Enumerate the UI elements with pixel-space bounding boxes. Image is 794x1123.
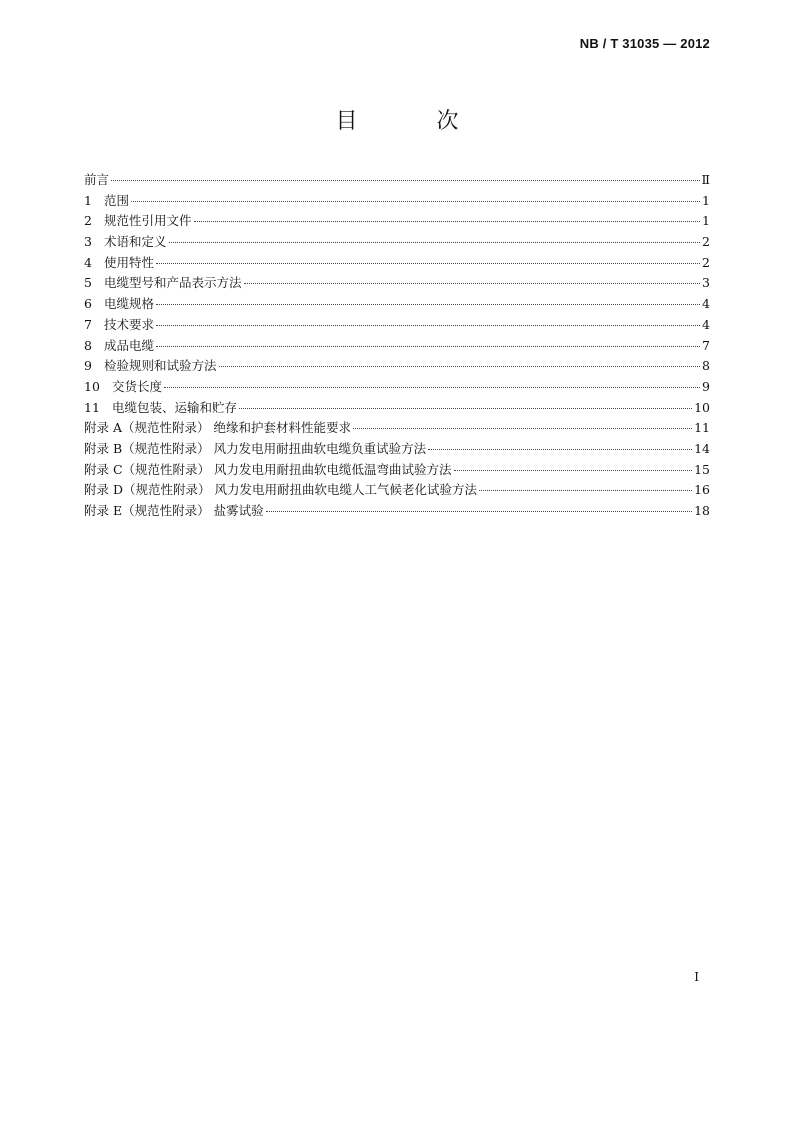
- toc-entry-page: 1: [702, 213, 710, 229]
- toc-entry-text: 技术要求: [104, 316, 155, 332]
- toc-leader-dots: [428, 448, 692, 450]
- document-code: NB / T 31035 — 2012: [579, 36, 710, 51]
- toc-entry-page: 3: [702, 275, 710, 291]
- toc-entry-text: 附录 E（规范性附录） 盐雾试验: [84, 503, 264, 518]
- toc-entry-page: 8: [702, 358, 710, 374]
- toc-entry-page: 9: [702, 378, 710, 394]
- toc-leader-dots: [479, 489, 692, 491]
- toc-entry-appendix-c[interactable]: [84, 460, 710, 481]
- toc-entry-page: 15: [694, 461, 710, 477]
- toc-leader-dots: [244, 282, 701, 284]
- toc-leader-dots: [164, 386, 700, 388]
- toc-entry-number: 8: [84, 337, 92, 353]
- toc-entry-page: 18: [694, 503, 710, 518]
- toc-entry-page: 14: [694, 440, 710, 456]
- toc-entry-preface[interactable]: [84, 170, 710, 191]
- toc-entry-number: 6: [84, 296, 92, 312]
- toc-entry-number: 10: [84, 378, 100, 394]
- toc-entry-number: 7: [84, 316, 92, 332]
- toc-entry-page: 7: [702, 337, 710, 353]
- toc-entry-text: 使用特性: [104, 254, 155, 270]
- toc-entry-text: 附录 C（规范性附录） 风力发电用耐扭曲软电缆低温弯曲试验方法: [84, 461, 452, 477]
- toc-entry-page: 2: [702, 234, 710, 250]
- toc-entry-page: 4: [702, 316, 710, 332]
- toc-leader-dots: [169, 241, 701, 243]
- toc-entry-text: 电缆规格: [104, 296, 155, 312]
- toc-entry-number: 3: [84, 234, 92, 250]
- toc-entry-page: 16: [694, 482, 710, 498]
- toc-entry-6[interactable]: [84, 294, 710, 315]
- toc-entry-appendix-e[interactable]: [84, 501, 710, 522]
- toc-entry-1[interactable]: [84, 191, 710, 212]
- toc-leader-dots: [131, 200, 700, 202]
- toc-entry-number: 2: [84, 213, 92, 229]
- toc-entry-text: 附录 B（规范性附录） 风力发电用耐扭曲软电缆负重试验方法: [84, 440, 427, 456]
- toc-entry-9[interactable]: [84, 356, 710, 377]
- toc-entry-text: 交货长度: [112, 378, 163, 394]
- toc-leader-dots: [156, 262, 700, 264]
- toc-entry-appendix-b[interactable]: [84, 439, 710, 460]
- toc-leader-dots: [194, 220, 701, 222]
- toc-entry-page: 1: [702, 192, 710, 208]
- toc-leader-dots: [156, 324, 700, 326]
- toc-leader-dots: [156, 303, 700, 305]
- toc-leader-dots: [454, 469, 693, 471]
- toc-entry-number: 9: [84, 358, 92, 374]
- page-number: I: [694, 970, 699, 984]
- toc-entry-page: Ⅱ: [701, 172, 710, 187]
- toc-entry-appendix-a[interactable]: [84, 418, 710, 439]
- toc-entry-number: 5: [84, 275, 92, 291]
- toc-entry-text: 规范性引用文件: [104, 213, 192, 229]
- toc-entry-page: 11: [694, 420, 710, 436]
- toc-entry-5[interactable]: [84, 273, 710, 294]
- toc-leader-dots: [156, 345, 700, 347]
- toc-entry-text: 附录 A（规范性附录） 绝缘和护套材料性能要求: [84, 420, 351, 436]
- toc-entry-page: 4: [702, 296, 710, 312]
- toc-entry-text: 术语和定义: [104, 234, 167, 250]
- toc-entry-3[interactable]: [84, 232, 710, 253]
- toc-entry-page: 2: [702, 254, 710, 270]
- toc-entry-text: 电缆型号和产品表示方法: [104, 275, 242, 291]
- toc-entry-4[interactable]: [84, 253, 710, 274]
- toc-entry-text: 前言: [84, 172, 110, 187]
- toc-entry-page: 10: [694, 399, 710, 415]
- toc-entry-text: 电缆包装、运输和贮存: [112, 399, 238, 415]
- toc-entry-10[interactable]: [84, 377, 710, 398]
- toc-entry-number: 4: [84, 254, 92, 270]
- toc-entry-text: 范围: [104, 192, 130, 208]
- toc-entry-2[interactable]: [84, 211, 710, 232]
- toc-entry-7[interactable]: [84, 315, 710, 336]
- toc-leader-dots: [353, 427, 692, 429]
- toc-entry-11[interactable]: [84, 398, 710, 419]
- toc-entry-number: 1: [84, 192, 92, 208]
- toc-entry-8[interactable]: [84, 336, 710, 357]
- page-title: 目 次: [335, 109, 495, 134]
- toc-entry-appendix-d[interactable]: [84, 480, 710, 501]
- toc-entry-text: 检验规则和试验方法: [104, 358, 217, 374]
- table-of-contents: [84, 170, 710, 522]
- toc-leader-dots: [111, 179, 699, 181]
- toc-entry-text: 附录 D（规范性附录） 风力发电用耐扭曲软电缆人工气候老化试验方法: [84, 482, 477, 498]
- toc-leader-dots: [266, 510, 693, 512]
- toc-leader-dots: [239, 407, 692, 409]
- toc-entry-number: 11: [84, 399, 100, 415]
- toc-entry-text: 成品电缆: [104, 337, 155, 353]
- toc-leader-dots: [219, 365, 701, 367]
